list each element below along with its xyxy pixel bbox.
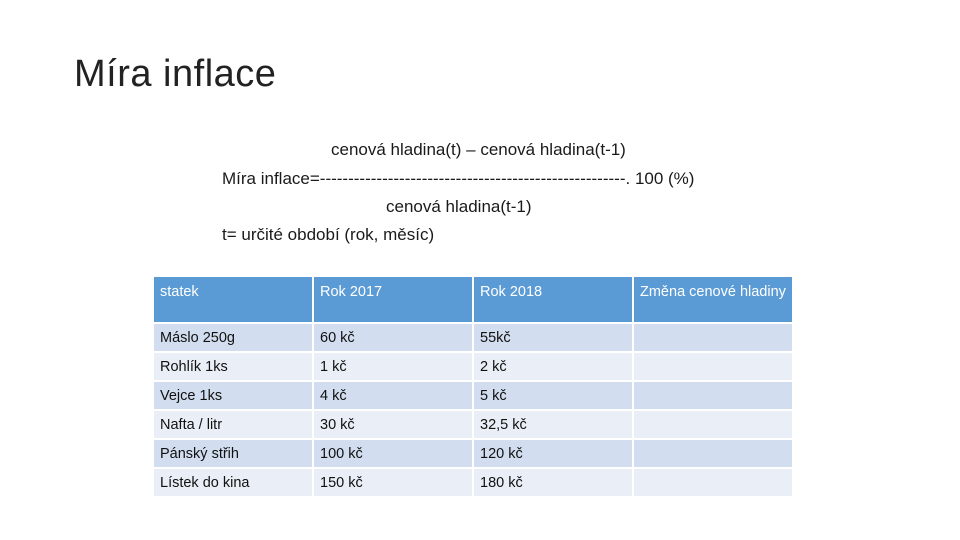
cell-price-2018: 32,5 kč: [473, 410, 633, 439]
price-table: [152, 275, 794, 498]
cell-price-2018: 55kč: [473, 323, 633, 352]
cell-price-change[interactable]: [633, 323, 793, 352]
cell-price-2017: 30 kč: [313, 410, 473, 439]
table-header-row: [153, 276, 793, 323]
cell-price-2017: 150 kč: [313, 468, 473, 497]
slide-title: Míra inflace: [74, 53, 277, 95]
cell-price-2017: 1 kč: [313, 352, 473, 381]
table-row: [153, 323, 793, 352]
formula-main-line: Míra inflace=------------------------------------------------------. 100 (%): [222, 169, 695, 188]
formula-numerator: cenová hladina(t) – cenová hladina(t-1): [331, 140, 626, 159]
table-row: [153, 468, 793, 497]
cell-price-change[interactable]: [633, 468, 793, 497]
table-row: [153, 410, 793, 439]
cell-good: Pánský střih: [153, 439, 313, 468]
header-year-2017: Rok 2017: [313, 276, 473, 323]
header-price-change: Změna cenové hladiny: [633, 276, 793, 323]
header-good: statek: [153, 276, 313, 323]
cell-price-2017: 100 kč: [313, 439, 473, 468]
table-row: [153, 381, 793, 410]
formula-denominator: cenová hladina(t-1): [386, 197, 532, 216]
cell-good: Lístek do kina: [153, 468, 313, 497]
cell-good: Vejce 1ks: [153, 381, 313, 410]
price-table-container: [152, 275, 792, 498]
cell-price-change[interactable]: [633, 352, 793, 381]
cell-price-2017: 4 kč: [313, 381, 473, 410]
cell-price-2018: 120 kč: [473, 439, 633, 468]
cell-price-2018: 180 kč: [473, 468, 633, 497]
cell-good: Máslo 250g: [153, 323, 313, 352]
cell-price-2017: 60 kč: [313, 323, 473, 352]
formula-t-definition: t= určité období (rok, měsíc): [222, 225, 435, 244]
header-year-2018: Rok 2018: [473, 276, 633, 323]
cell-good: Nafta / litr: [153, 410, 313, 439]
table-row: [153, 439, 793, 468]
cell-good: Rohlík 1ks: [153, 352, 313, 381]
cell-price-change[interactable]: [633, 439, 793, 468]
cell-price-2018: 2 kč: [473, 352, 633, 381]
cell-price-2018: 5 kč: [473, 381, 633, 410]
table-row: [153, 352, 793, 381]
cell-price-change[interactable]: [633, 381, 793, 410]
cell-price-change[interactable]: [633, 410, 793, 439]
